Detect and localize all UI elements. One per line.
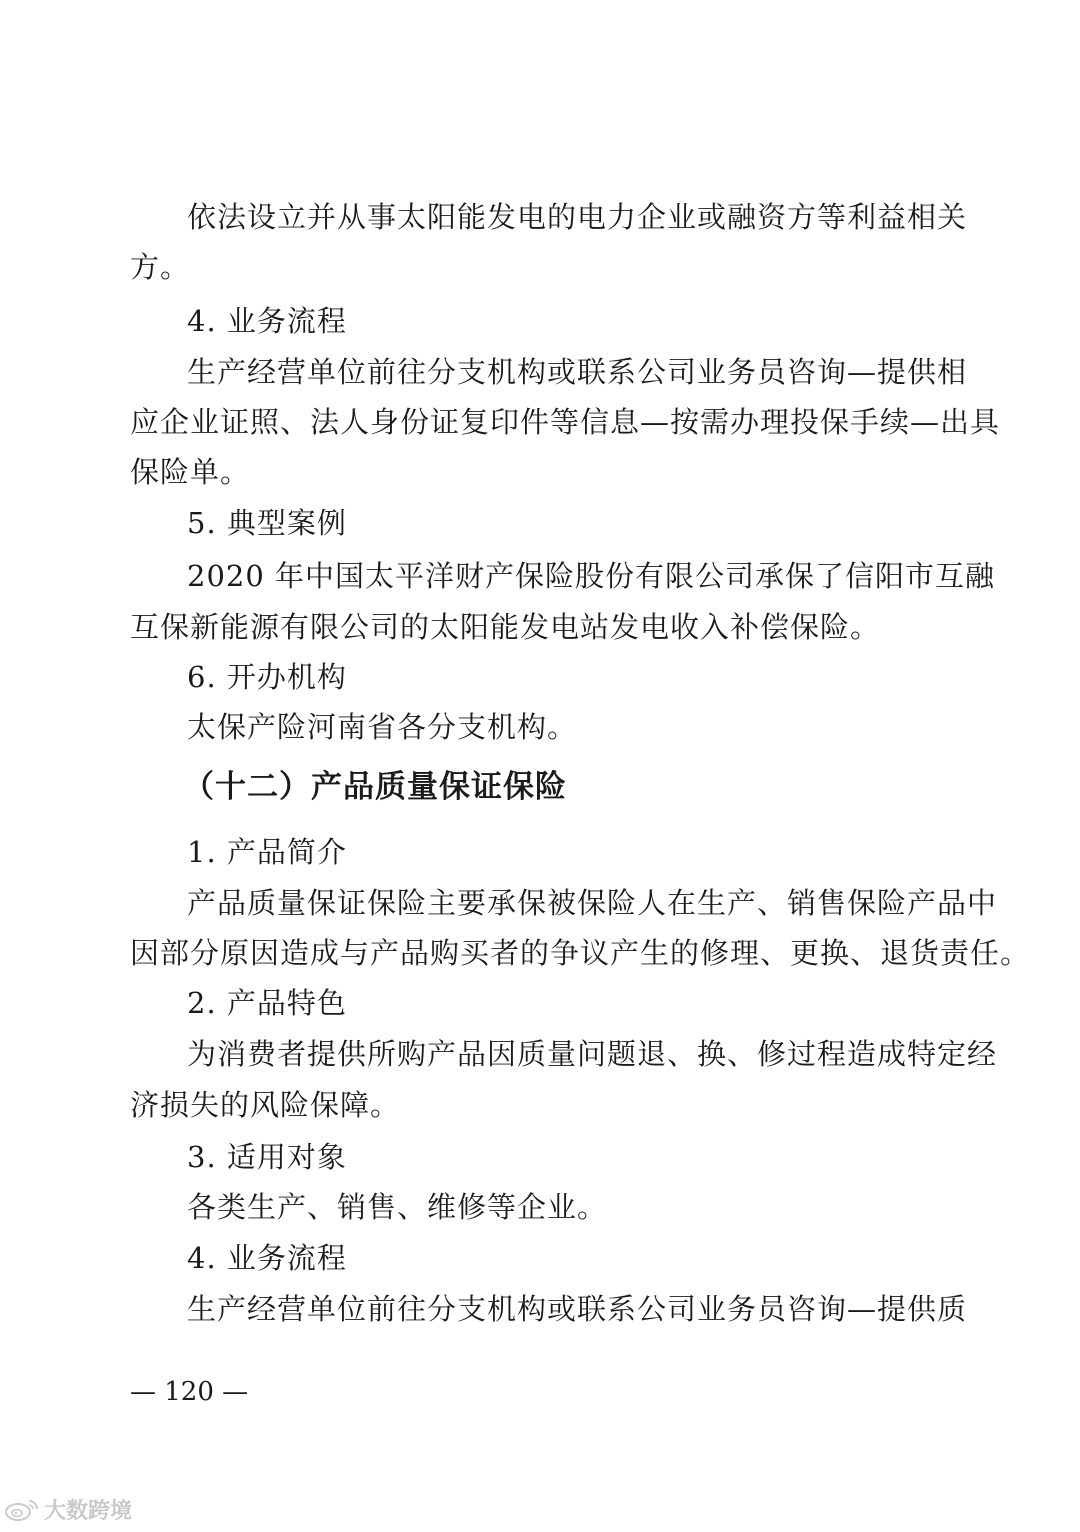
paragraph-line: 生产经营单位前往分支机构或联系公司业务员咨询—提供质	[187, 1292, 968, 1326]
subsection-title: 2. 产品特色	[187, 986, 347, 1020]
subsection-title: 4. 业务流程	[187, 1241, 347, 1275]
watermark-text: 大数跨境	[44, 1498, 133, 1524]
subsection-title: 5. 典型案例	[187, 506, 347, 540]
paragraph-line: 依法设立并从事太阳能发电的电力企业或融资方等利益相关	[187, 200, 968, 234]
subsection-title: 3. 适用对象	[187, 1140, 347, 1174]
watermark	[4, 1492, 132, 1526]
paragraph-line: 因部分原因造成与产品购买者的争议产生的修理、更换、退货责任。	[130, 936, 1031, 970]
subsection-title: 1. 产品简介	[187, 835, 347, 869]
paragraph-line: 互保新能源有限公司的太阳能发电站发电收入补偿保险。	[130, 610, 881, 644]
section-heading: （十二）产品质量保证保险	[183, 769, 567, 805]
paragraph-line: 生产经营单位前往分支机构或联系公司业务员咨询—提供相	[187, 355, 968, 389]
paragraph-line: 2020 年中国太平洋财产保险股份有限公司承保了信阳市互融	[187, 559, 996, 593]
subsection-title: 4. 业务流程	[187, 304, 347, 338]
paragraph-line: 应企业证照、法人身份证复印件等信息—按需办理投保手续—出具	[130, 405, 1001, 439]
page-number: — 120 —	[130, 1377, 249, 1407]
subsection-title: 6. 开办机构	[187, 660, 347, 694]
paragraph-line: 为消费者提供所购产品因质量问题退、换、修过程造成特定经	[187, 1037, 998, 1071]
paragraph-line: 各类生产、销售、维修等企业。	[187, 1190, 608, 1224]
weibo-logo-icon	[4, 1496, 40, 1522]
paragraph-line: 方。	[130, 250, 191, 284]
paragraph-line: 济损失的风险保障。	[130, 1088, 401, 1122]
paragraph-line: 太保产险河南省各分支机构。	[187, 710, 578, 744]
paragraph-line: 产品质量保证保险主要承保被保险人在生产、销售保险产品中	[187, 886, 998, 920]
paragraph-line: 保险单。	[130, 455, 251, 489]
